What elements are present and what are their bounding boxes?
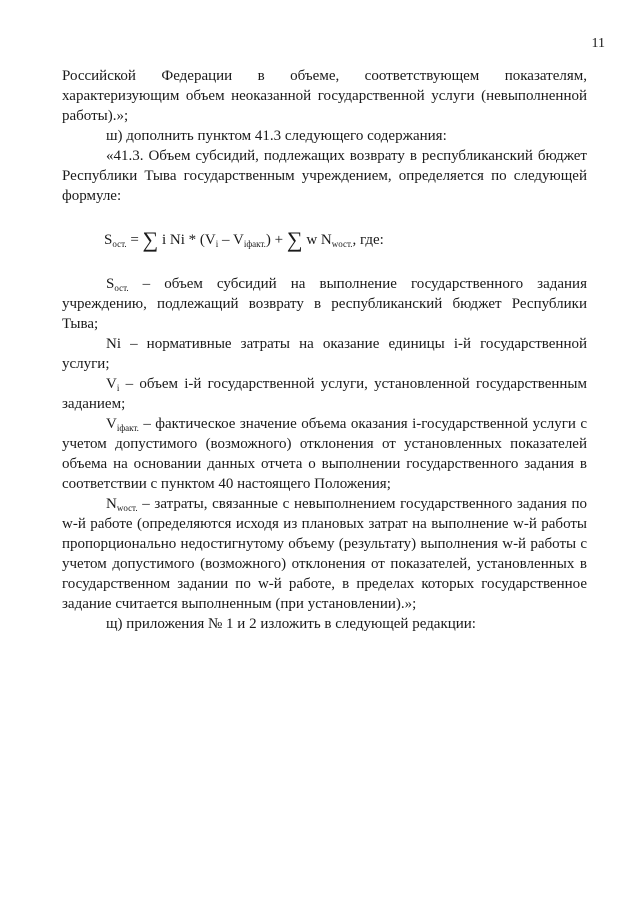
- formula: [62, 227, 587, 252]
- formula-part3: w N: [302, 232, 332, 248]
- definition-vi: $V_i$ – объем i-й государственной услуги, установленной государственным заданием;: [62, 376, 587, 412]
- definition-s-ost: $S_{ост.}$ – объем субсидий на выполнение государственного задания учреждению, подлежащий возврату в республиканский бюджет Республики Тыва;: [62, 276, 587, 332]
- formula-minus: – V: [218, 232, 244, 248]
- paragraph-amendment-shch: щ) приложения № 1 и 2 изложить в следующей редакции:: [106, 616, 476, 632]
- definition-ni: Ni – нормативные затраты на оказание единицы i-й государственной услуги;: [62, 336, 587, 372]
- paragraph-continuation: Российской Федерации в объеме, соответствующем показателям, характеризующим объем неоказанной государственной услуги (невыполненной работы).»;: [62, 68, 587, 124]
- formula-s-sub: ост.: [112, 239, 127, 249]
- paragraph-41-3: «41.3. Объем субсидий, подлежащих возврату в республиканский бюджет Республики Тыва государственным учреждением, определяется по следующей формуле:: [62, 148, 587, 204]
- sigma-symbol: ∑: [286, 227, 303, 252]
- definition-vi-fact: $V_{iфакт.}$ – фактическое значение объема оказания i-государственной услуги с учетом допустимого (возможного) отклонения от установленных показателей объема на основании данных отчета о выполнении государственного задания в соответствии с пунктом 40 настоящего Положения;: [62, 416, 587, 492]
- sigma-symbol: ∑: [142, 227, 159, 252]
- formula-s: S: [104, 232, 113, 248]
- formula-vif-sub: iфакт.: [243, 239, 266, 249]
- formula-part1: i Ni * (V: [158, 232, 216, 248]
- formula-tail: , где:: [352, 232, 384, 248]
- paragraph-amendment-sh: ш) дополнить пунктом 41.3 следующего содержания:: [106, 128, 447, 144]
- formula-part2: ) +: [265, 232, 287, 248]
- formula-n-sub: wост.: [331, 239, 353, 249]
- formula-eq: =: [126, 232, 143, 248]
- formula-vi-sub: i: [215, 239, 219, 249]
- document-body: [62, 66, 587, 634]
- page-number: 11: [591, 36, 605, 51]
- definition-nw-ost: $N_{wост.}$ – затраты, связанные с невыполнением государственного задания по w-й работе (определяются исходя из плановых затрат на выполнение w-й работы пропорционально недостигнутому объему (результату) выполнения w-й работы с учетом допустимого (возможного) отклонения от показателей, установленных в государственном задании по w-й работе, в пределах которых государственное задание считается выполненным (при установлении).»;: [62, 496, 587, 612]
